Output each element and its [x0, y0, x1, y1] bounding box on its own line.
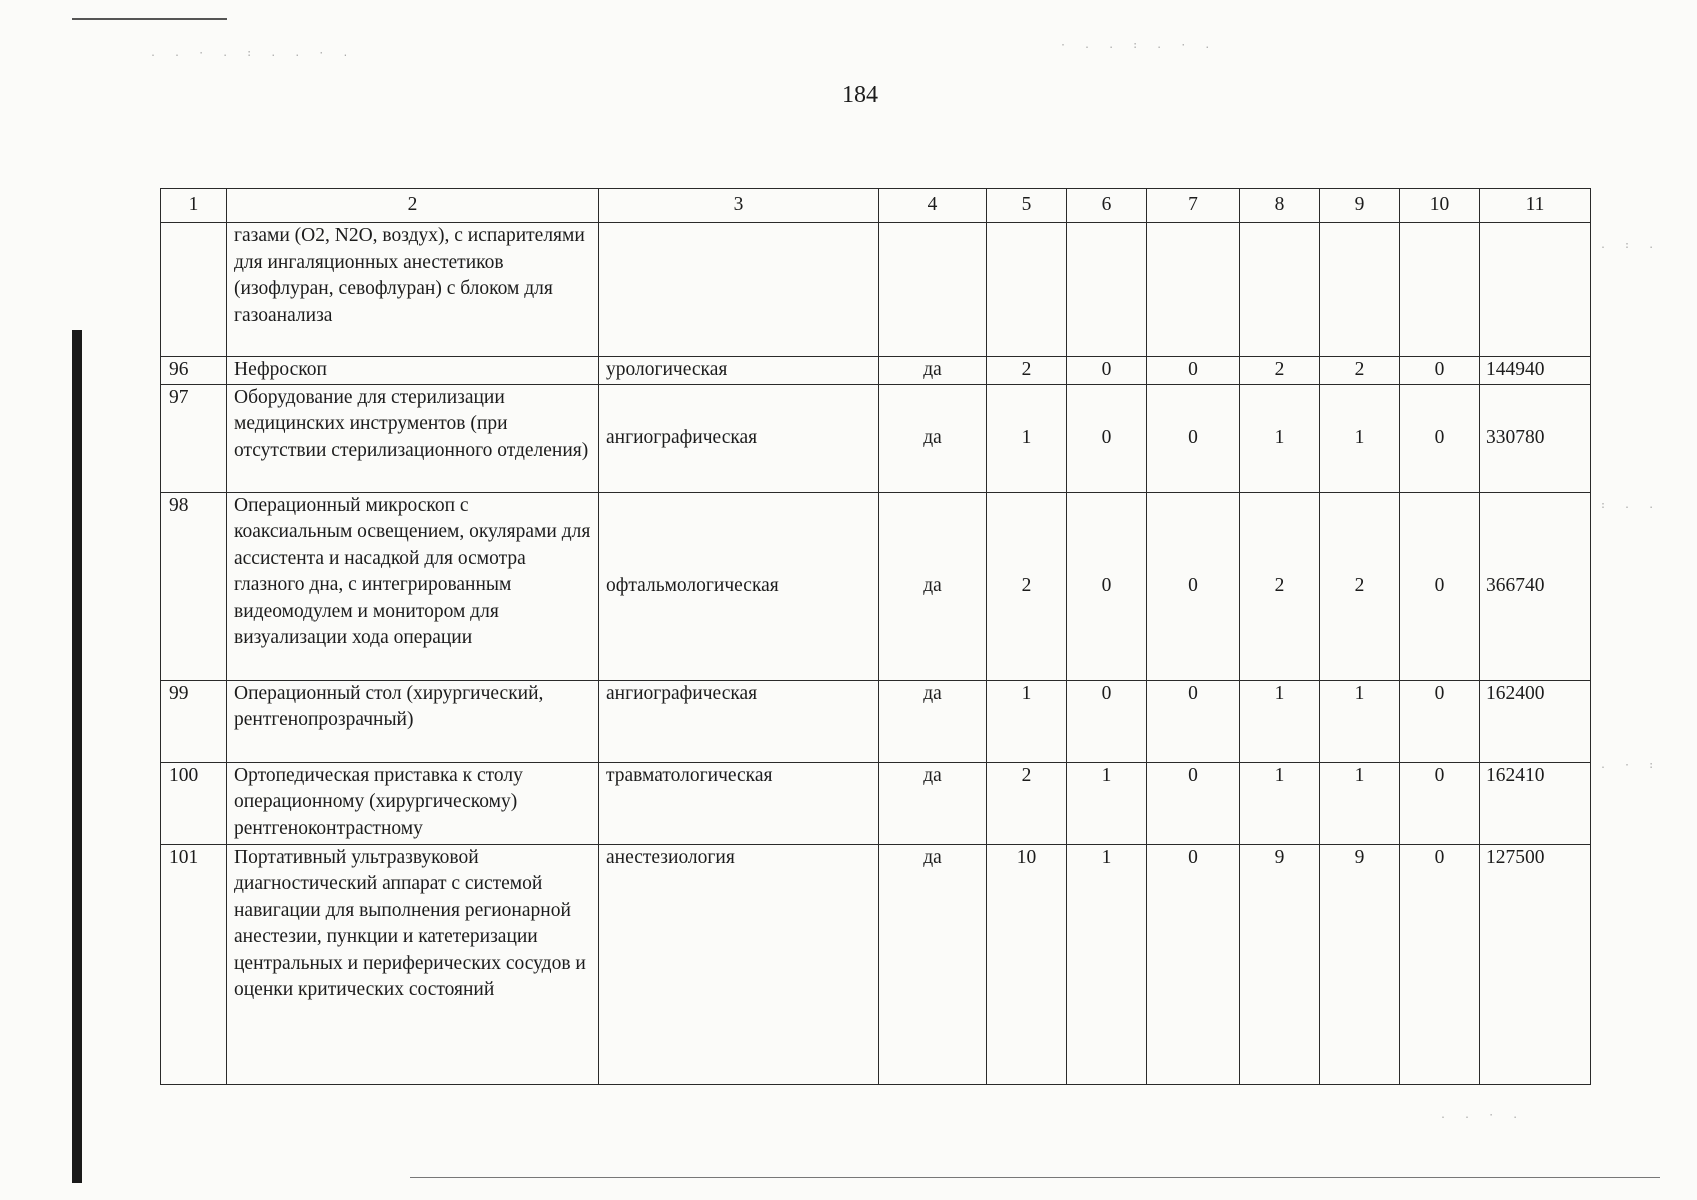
- column-number: 8: [1240, 189, 1320, 223]
- cell-required: да: [879, 844, 987, 1084]
- cell-value: [1147, 223, 1240, 357]
- cell-number: [161, 223, 227, 357]
- cell-value: 10: [987, 844, 1067, 1084]
- cell-value: 0: [1147, 492, 1240, 680]
- scan-artifact-line: [410, 1177, 1660, 1178]
- cell-number: 96: [161, 357, 227, 385]
- cell-value: 1: [1240, 680, 1320, 762]
- cell-number: 99: [161, 680, 227, 762]
- cell-value: [987, 223, 1067, 357]
- cell-value: 2: [987, 492, 1067, 680]
- cell-value: 0: [1147, 357, 1240, 385]
- cell-number: 98: [161, 492, 227, 680]
- scan-noise: . : .: [1600, 240, 1661, 251]
- column-number: 6: [1067, 189, 1147, 223]
- equipment-table: [160, 188, 1591, 1085]
- scan-noise: : . .: [1600, 500, 1661, 511]
- cell-value: 0: [1400, 680, 1480, 762]
- table-row: [161, 492, 1591, 680]
- cell-equipment-name: Операционный микроскоп с коаксиальным освещением, окулярами для ассистента и насадкой для осмотра глазного дна, с интегрированным видеомодулем и монитором для визуализации хода операции: [227, 492, 599, 680]
- column-number: 4: [879, 189, 987, 223]
- cell-price: 162400: [1480, 680, 1591, 762]
- cell-value: 0: [1400, 357, 1480, 385]
- cell-value: [1067, 223, 1147, 357]
- cell-value: 9: [1240, 844, 1320, 1084]
- cell-value: 0: [1147, 680, 1240, 762]
- column-number: 10: [1400, 189, 1480, 223]
- cell-value: [1320, 223, 1400, 357]
- cell-price: 366740: [1480, 492, 1591, 680]
- column-number: 9: [1320, 189, 1400, 223]
- cell-value: 2: [1240, 357, 1320, 385]
- cell-price: 144940: [1480, 357, 1591, 385]
- cell-department: ангиографическая: [599, 384, 879, 492]
- cell-equipment-name: Операционный стол (хирургический, рентгенопрозрачный): [227, 680, 599, 762]
- cell-price: 127500: [1480, 844, 1591, 1084]
- scan-noise: · . . : . · .: [1060, 40, 1217, 51]
- cell-department: [599, 223, 879, 357]
- column-number: 5: [987, 189, 1067, 223]
- cell-value: 9: [1320, 844, 1400, 1084]
- cell-value: 1: [1240, 762, 1320, 844]
- page-number: 184: [842, 82, 878, 108]
- cell-number: 100: [161, 762, 227, 844]
- cell-equipment-name: Ортопедическая приставка к столу операционному (хирургическому) рентгеноконтрастному: [227, 762, 599, 844]
- cell-value: 1: [987, 384, 1067, 492]
- cell-value: 0: [1400, 844, 1480, 1084]
- cell-department: урологическая: [599, 357, 879, 385]
- column-number: 3: [599, 189, 879, 223]
- cell-required: да: [879, 762, 987, 844]
- cell-value: 2: [987, 762, 1067, 844]
- cell-value: 0: [1067, 357, 1147, 385]
- cell-value: 0: [1400, 762, 1480, 844]
- column-number: 1: [161, 189, 227, 223]
- cell-required: да: [879, 357, 987, 385]
- column-number-row: [161, 189, 1591, 223]
- cell-department: ангиографическая: [599, 680, 879, 762]
- cell-equipment-name: газами (О2, N2O, воздух), с испарителями для ингаляционных анестетиков (изофлуран, севофлуран) с блоком для газоанализа: [227, 223, 599, 357]
- cell-value: 0: [1400, 384, 1480, 492]
- cell-value: 2: [1240, 492, 1320, 680]
- cell-value: 0: [1147, 844, 1240, 1084]
- cell-value: 0: [1147, 762, 1240, 844]
- cell-department: анестезиология: [599, 844, 879, 1084]
- cell-required: да: [879, 384, 987, 492]
- cell-equipment-name: Нефроскоп: [227, 357, 599, 385]
- cell-department: офтальмологическая: [599, 492, 879, 680]
- cell-required: [879, 223, 987, 357]
- cell-value: 1: [1067, 762, 1147, 844]
- scan-noise: . . · .: [1440, 1110, 1525, 1121]
- cell-value: 1: [1240, 384, 1320, 492]
- table-row: [161, 762, 1591, 844]
- table-row-continuation: [161, 223, 1591, 357]
- column-number: 7: [1147, 189, 1240, 223]
- table-row: [161, 384, 1591, 492]
- cell-required: да: [879, 492, 987, 680]
- cell-price: 162410: [1480, 762, 1591, 844]
- cell-price: 330780: [1480, 384, 1591, 492]
- cell-number: 101: [161, 844, 227, 1084]
- cell-value: 0: [1067, 384, 1147, 492]
- scan-artifact-edge: [72, 330, 82, 1183]
- scan-noise: . · :: [1600, 760, 1661, 771]
- cell-value: 1: [987, 680, 1067, 762]
- cell-value: 2: [1320, 492, 1400, 680]
- cell-department: травматологическая: [599, 762, 879, 844]
- cell-number: 97: [161, 384, 227, 492]
- cell-value: 0: [1400, 492, 1480, 680]
- cell-value: [1240, 223, 1320, 357]
- cell-value: 1: [1320, 680, 1400, 762]
- column-number: 11: [1480, 189, 1591, 223]
- cell-value: 1: [1067, 844, 1147, 1084]
- cell-value: 2: [1320, 357, 1400, 385]
- cell-equipment-name: Портативный ультразвуковой диагностический аппарат с системой навигации для выполнения регионарной анестезии, пункции и катетеризации центральных и периферических сосудов и оценки критических состояний: [227, 844, 599, 1084]
- cell-value: [1400, 223, 1480, 357]
- cell-value: 0: [1067, 680, 1147, 762]
- cell-value: 1: [1320, 384, 1400, 492]
- cell-equipment-name: Оборудование для стерилизации медицинских инструментов (при отсутствии стерилизационного отделения): [227, 384, 599, 492]
- table-row: [161, 680, 1591, 762]
- cell-value: 0: [1147, 384, 1240, 492]
- cell-price: [1480, 223, 1591, 357]
- scan-noise: . . · . : . . · .: [150, 48, 355, 59]
- column-number: 2: [227, 189, 599, 223]
- cell-value: 0: [1067, 492, 1147, 680]
- cell-value: 1: [1320, 762, 1400, 844]
- table-row: [161, 844, 1591, 1084]
- cell-value: 2: [987, 357, 1067, 385]
- cell-required: да: [879, 680, 987, 762]
- table-row: [161, 357, 1591, 385]
- scan-artifact-line: [72, 18, 227, 20]
